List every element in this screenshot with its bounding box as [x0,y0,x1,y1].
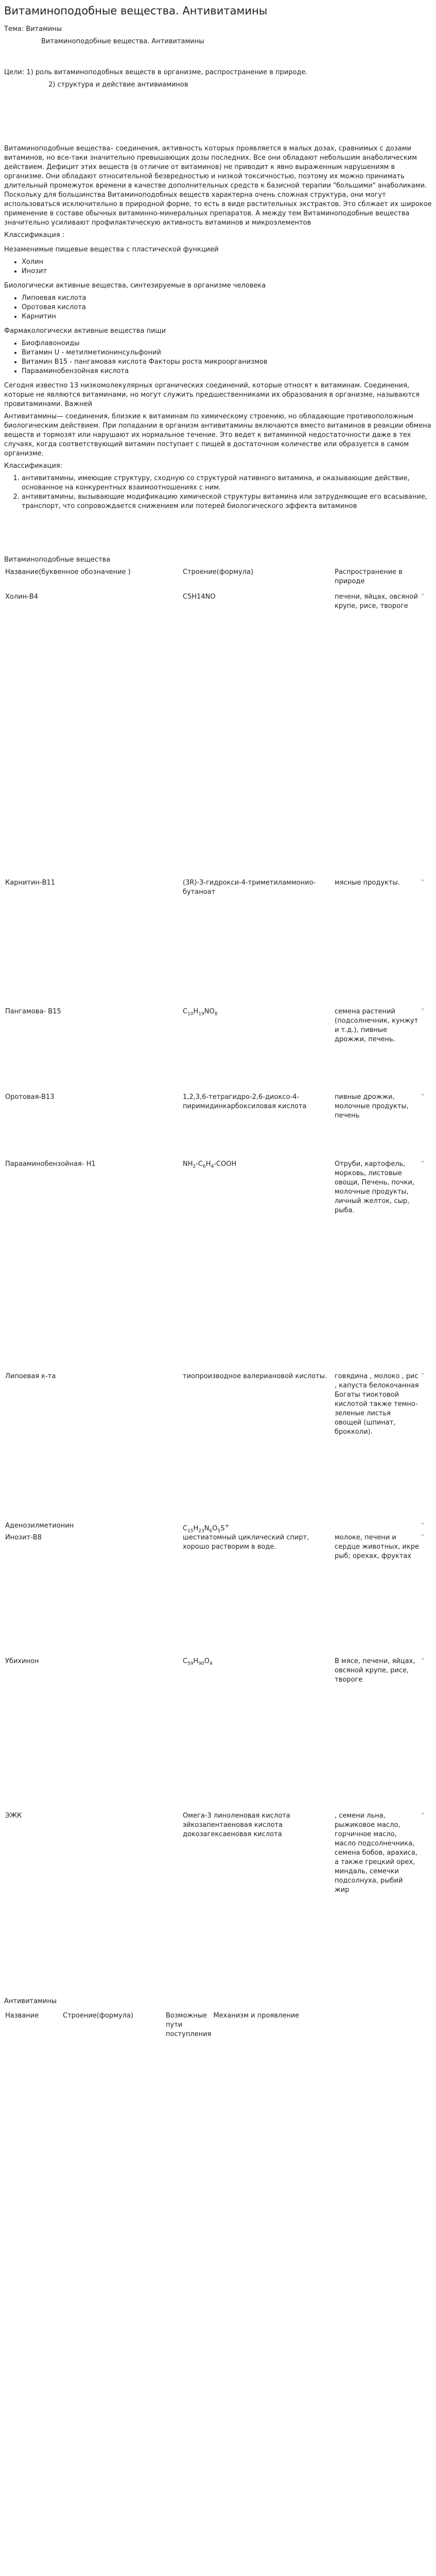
topic: Тема: Витамины [4,25,62,33]
header-nature: Распространение в природе [335,568,403,585]
quote-mark: " [421,593,424,601]
cell-formula: (3R)-3-гидрокси-4-триметиламмонио-бутаноат [183,879,316,896]
group2-heading: Биологически активные вещества, синтезируемые в организме человека [4,282,266,290]
known-count-paragraph: Сегодня известно 13 низкомолекулярных органических соединений, которые относят к витаминам. Соединения, которые не являются витаминами, но могут служить предшественниками их образования в организме, называются провитаминами. Важней [4,382,420,408]
cell-name: Инозит-B8 [5,1534,42,1542]
table-row [4,1657,426,1811]
cell-formula: тиопроизводное валериановой кислоты. [183,1372,327,1380]
cell-nature: молоке, печени и сердце животных, икре рыб; орехах, фруктах [335,1534,419,1561]
group2-list [4,294,432,321]
table-row [4,1521,426,1533]
intro-paragraph: Витаминоподобные вещества– соединения, активность которых проявляется в малых дозах, сравнимых с дозами витаминов, но все-таки значительно превышающих дозы последних. Все они обладают небольшим анаболическим действием. Дефицит этих веществ (в отличие от витаминов) не приводит к явно выраженным нарушениям в организме. Они обладают относительной безвредностью и низкой токсичностью, поэтому их можно принимать длительный промежуток времени в качестве дополнительных средств к базисной терапии "большими" анаболиками. Поскольку для большинства Витаминоподобных веществ характерна очень сложная структура, они могут использоваться исключительно в природной форме, то есть в виде растительных экстрактов. Это сблжает их широкое применение в составе обычных витаминно-минеральных препаратов. А между тем Витаминоподобные вещества значительно усиливают профилактическую активность витаминов и микроэлементов [4,145,432,227]
goal-1: Цели: 1) роль витаминоподобных веществ в организме, распространение в природе. [4,69,308,76]
quote-mark: " [421,1008,424,1015]
list-item: • Биофлавоноиды [22,339,432,348]
table-header-row [4,2011,348,2039]
cell-nature: , семени льна, рыжиковое масло, горчичное масло, масло подсолнечника, семена бобов, арахиса, а также грецкий орех, миндаль, семечки подсолнуха, рыбий жир [335,1812,417,1894]
cell-nature: семена растений (подсолнечник, кунжут и т.д.), пивные дрожжи, печень. [335,1008,418,1043]
group1-list [4,258,432,276]
list-item: 2. антивитамины, вызывающие модификацию химической структуры витамина или затрудняющие его всасывание, транспорт, что сопровождается снижением или потерей биологического эффекта витаминов [22,493,432,511]
cell-name: ЭЖК [5,1812,22,1820]
cell-name: Парааминобензойная- H1 [5,1160,96,1168]
table-row [4,1160,426,1372]
group3-list [4,339,432,376]
cell-formula: $C_{59}H_{90}O_4$ [183,1657,213,1667]
cell-nature: Отруби, картофель, морковь, листовые овощи, Печень, почки, молочные продукты, личный желток, сыр, рыба. [335,1160,414,1214]
cell-name: Карнитин-B11 [5,879,56,887]
list-item: • Витамин B15 - пангамовая кислота Факторы роста микроорганизмов [22,358,432,367]
table-row [4,1007,426,1093]
cell-nature [334,1521,420,1533]
cell-name: Оротовая-B13 [5,1093,55,1101]
subtitle: Витаминоподобные вещества. Антивитамины [41,38,204,45]
cell-nature: говядина , молоко , рис , капуста белокочанная Богаты тиоктовой кислотой также темно-зеленые листья овощей (шпинат, брокколи). [335,1372,419,1436]
quote-mark: " [421,1812,424,1820]
quote-mark: " [421,1160,424,1168]
quote-mark: " [421,1522,424,1530]
cell-nature: В мясе, печени, яйцах, овсяной крупе, рисе, твороге [335,1657,415,1684]
list-item: • Карнитин [22,312,432,321]
cell-nature: пивные дрожжи, молочные продукты, печень [335,1093,409,1120]
goal-2: 2) структура и действие антивиаминов [48,81,188,89]
cell-name: Липоевая к-та [5,1372,56,1380]
cell-formula: $C_{15}H_{23}N_6O_5S^+$ [183,1522,230,1534]
header-name: Название [5,2012,39,2020]
table-row [4,1372,426,1521]
cell-nature: печени, яйцах, овсяной крупе, рисе, твороге [335,593,418,610]
classification-label: Классификация : [4,231,65,239]
cell-formula: $NH_2-C_6H_4$-COOH [183,1160,237,1170]
page-title: Витаминоподобные вещества. Антивитамины [4,5,268,17]
header-mechanism: Механизм и проявление [213,2012,300,2020]
antivitamins-definition: Антивитамины— соединения, близкие к витаминам по химическому строению, но обладающие противоположным биологическим действием. При попадании в организм антивитамины включаются вместо витаминов в реакции обмена веществ и тормозят или нарушают их нормальное течение. Это ведет к витаминной недостаточности даже в тех случаях, когда соответствующий витамин поступает с пищей в достаточном количестве или образуется в самом организме. [4,413,431,457]
list-item: • Липоевая кислота [22,294,432,303]
table-header-row [4,568,426,592]
cell-formula: $C_{10}H_{19}NO_8$ [183,1008,218,1017]
cell-formula: Омега-3 линоленовая кислота эйкозапентаеновая кислота докозагексаеновая кислота [183,1812,290,1839]
cell-name: Холин-B4 [5,593,38,601]
antivitamins-table [4,2011,348,2039]
cell-formula: C5H14NO [183,593,216,601]
table-row [4,1811,426,1981]
cell-name: Пангамова- B15 [5,1008,61,1015]
table-row [4,878,426,1007]
antivitamin-classes [4,474,432,511]
header-routes: Возможные пути поступления [166,2012,212,2039]
cell-name: Убихинон [5,1657,39,1666]
group1-heading: Незаменимые пищевые вещества с пластической функцией [4,246,219,253]
table-title: Витаминоподобные вещества [4,556,111,564]
list-item: • Витамин U - метилметионинсульфоний [22,348,432,358]
cell-name: Аденозилметионин [5,1522,74,1530]
classification2-label: Классификация: [4,462,63,470]
group3-heading: Фармакологически активные вещества пищи [4,327,166,335]
list-item: 1. антивитамины, имеющие структуру, сходную со структурой нативного витамина, и оказывающие действие, основанное на конкурентных взаимоотношениях с ним. [22,474,432,493]
quote-mark: " [421,1534,424,1542]
quote-mark: " [421,1372,424,1380]
cell-formula: 1,2,3,6-тетрагидро-2,6-диоксо-4-пиримидинкарбоксиловая кислота [183,1093,307,1110]
header-name: Название(буквенное обозначение ) [5,568,131,576]
list-item: • Инозит [22,267,432,276]
quote-mark: " [421,879,424,887]
antivitamins-title: Антивитамины [4,1997,57,2006]
cell-nature: мясные продукты. [335,879,400,887]
header-formula: Строение(формула) [63,2012,134,2020]
list-item: • Оротовая кислота [22,303,432,312]
table-row [4,592,426,878]
quote-mark: " [421,1093,424,1101]
list-item: • Холин [22,258,432,267]
table-row [4,1533,426,1657]
table-row [4,1093,426,1160]
list-item: • Парааминобензойная кислота [22,367,432,376]
quote-mark: " [421,1657,424,1666]
header-formula: Строение(формула) [183,568,254,576]
vitamin-like-table [4,568,426,1981]
cell-formula: шестиатомный циклический спирт, хорошо растворим в воде. [183,1534,309,1551]
